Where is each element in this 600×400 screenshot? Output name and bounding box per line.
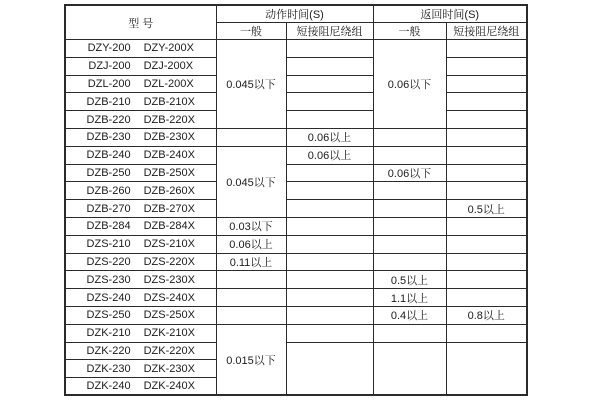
action-damping-empty-cell bbox=[286, 235, 373, 253]
model-code: DZB-220 bbox=[86, 113, 131, 126]
return-damping-empty-cell bbox=[446, 324, 527, 342]
model-cell bbox=[65, 378, 216, 396]
model-code: DZB-270 bbox=[86, 202, 131, 215]
action-damping-empty-merged-cell bbox=[286, 342, 373, 395]
return-general-value-cell: 0.06以下 bbox=[373, 164, 446, 182]
header-return-general: 一般 bbox=[373, 23, 446, 40]
return-general-empty-cell bbox=[373, 253, 446, 271]
model-code-x: DZS-240X bbox=[143, 291, 195, 304]
model-cell bbox=[65, 306, 216, 324]
action-general-merged-cell: 0.015以下 bbox=[216, 324, 286, 395]
header-row-groups bbox=[65, 5, 527, 23]
action-general-empty-cell bbox=[216, 271, 286, 289]
model-code: DZB-284 bbox=[86, 220, 131, 233]
table-row bbox=[65, 235, 527, 253]
return-general-empty-cell bbox=[373, 235, 446, 253]
header-action-general: 一般 bbox=[216, 23, 286, 40]
table-row bbox=[65, 306, 527, 324]
action-damping-empty-cell bbox=[286, 164, 373, 182]
table-row bbox=[65, 271, 527, 289]
table-row bbox=[65, 200, 527, 218]
action-general-merged-cell: 0.045以下 bbox=[216, 146, 286, 217]
model-code: DZK-240 bbox=[86, 380, 131, 393]
model-code-x: DZY-200X bbox=[143, 42, 194, 55]
model-cell bbox=[65, 342, 216, 360]
model-cell bbox=[65, 111, 216, 129]
model-cell bbox=[65, 289, 216, 307]
action-damping-empty-cell bbox=[286, 289, 373, 307]
action-damping-empty-cell bbox=[286, 93, 373, 111]
model-code-x: DZB-220X bbox=[143, 113, 195, 126]
model-cell bbox=[65, 200, 216, 218]
model-code-x: DZB-270X bbox=[143, 202, 195, 215]
return-damping-empty-cell bbox=[446, 164, 527, 182]
return-general-empty-cell bbox=[373, 200, 446, 218]
return-damping-value-cell: 0.8以上 bbox=[446, 306, 527, 324]
action-general-empty-cell bbox=[216, 128, 286, 146]
return-damping-empty-cell bbox=[446, 253, 527, 271]
action-damping-empty-cell bbox=[286, 324, 373, 342]
action-damping-empty-cell bbox=[286, 40, 373, 58]
model-code-x: DZB-260X bbox=[143, 184, 195, 197]
return-damping-empty-cell bbox=[446, 289, 527, 307]
model-code: DZK-220 bbox=[86, 344, 131, 357]
return-general-empty-merged-cell bbox=[373, 342, 446, 395]
model-code: DZB-230 bbox=[86, 131, 131, 144]
return-damping-empty-cell bbox=[446, 40, 527, 58]
return-damping-empty-cell bbox=[446, 235, 527, 253]
header-model: 型 号 bbox=[65, 5, 216, 40]
table-row bbox=[65, 164, 527, 182]
return-damping-empty-cell bbox=[446, 57, 527, 75]
model-code-x: DZK-230X bbox=[143, 362, 195, 375]
table-row bbox=[65, 146, 527, 164]
model-code-x: DZS-250X bbox=[143, 309, 195, 322]
action-general-merged-cell: 0.045以下 bbox=[216, 40, 286, 129]
action-damping-empty-cell bbox=[286, 253, 373, 271]
table-row bbox=[65, 289, 527, 307]
model-code: DZS-210 bbox=[86, 238, 131, 251]
model-code: DZK-210 bbox=[86, 327, 131, 340]
return-general-empty-cell bbox=[373, 217, 446, 235]
action-damping-empty-cell bbox=[286, 182, 373, 200]
model-cell bbox=[65, 182, 216, 200]
return-damping-empty-cell bbox=[446, 128, 527, 146]
model-cell bbox=[65, 164, 216, 182]
header-return-damping: 短接阻尼绕组 bbox=[446, 23, 527, 40]
model-cell bbox=[65, 128, 216, 146]
table-row bbox=[65, 111, 527, 129]
model-code-x: DZL-200X bbox=[143, 77, 194, 90]
return-general-empty-cell bbox=[373, 146, 446, 164]
return-damping-value-cell: 0.5以上 bbox=[446, 200, 527, 218]
model-code: DZS-250 bbox=[86, 309, 131, 322]
model-cell bbox=[65, 57, 216, 75]
return-damping-empty-cell bbox=[446, 93, 527, 111]
action-general-value-cell: 0.06以上 bbox=[216, 235, 286, 253]
return-damping-empty-merged-cell bbox=[446, 342, 527, 395]
table-row bbox=[65, 324, 527, 342]
table-row bbox=[65, 57, 527, 75]
action-damping-empty-cell bbox=[286, 57, 373, 75]
table-row bbox=[65, 128, 527, 146]
model-code-x: DZJ-200X bbox=[143, 60, 194, 73]
model-code-x: DZB-230X bbox=[143, 131, 195, 144]
model-code-x: DZS-220X bbox=[143, 255, 195, 268]
return-general-value-cell: 0.4以上 bbox=[373, 306, 446, 324]
model-code-x: DZK-240X bbox=[143, 380, 195, 393]
return-general-empty-cell bbox=[373, 128, 446, 146]
model-cell bbox=[65, 271, 216, 289]
model-code-x: DZB-250X bbox=[143, 166, 195, 179]
action-damping-empty-cell bbox=[286, 217, 373, 235]
model-cell bbox=[65, 40, 216, 58]
model-cell bbox=[65, 93, 216, 111]
model-cell bbox=[65, 75, 216, 93]
return-damping-empty-cell bbox=[446, 146, 527, 164]
model-code: DZB-210 bbox=[86, 95, 131, 108]
action-damping-empty-cell bbox=[286, 111, 373, 129]
relay-timing-spec-table bbox=[64, 4, 528, 396]
action-general-value-cell: 0.03以下 bbox=[216, 217, 286, 235]
model-code-x: DZS-210X bbox=[143, 238, 195, 251]
action-damping-empty-cell bbox=[286, 306, 373, 324]
action-damping-empty-cell bbox=[286, 271, 373, 289]
action-general-empty-cell bbox=[216, 306, 286, 324]
return-general-value-cell: 1.1以上 bbox=[373, 289, 446, 307]
return-damping-empty-cell bbox=[446, 182, 527, 200]
model-cell bbox=[65, 146, 216, 164]
model-code: DZK-230 bbox=[86, 362, 131, 375]
model-code: DZB-250 bbox=[86, 166, 131, 179]
header-action-damping: 短接阻尼绕组 bbox=[286, 23, 373, 40]
table-row bbox=[65, 40, 527, 58]
return-general-empty-cell bbox=[373, 324, 446, 342]
return-general-empty-cell bbox=[373, 182, 446, 200]
table-row bbox=[65, 217, 527, 235]
table-row bbox=[65, 253, 527, 271]
action-damping-empty-cell bbox=[286, 200, 373, 218]
table-row bbox=[65, 342, 527, 360]
return-damping-empty-cell bbox=[446, 111, 527, 129]
model-code-x: DZB-284X bbox=[143, 220, 195, 233]
action-general-empty-cell bbox=[216, 289, 286, 307]
model-code: DZB-260 bbox=[86, 184, 131, 197]
return-general-merged-cell: 0.06以下 bbox=[373, 40, 446, 129]
header-return-time-group: 返回时间(S) bbox=[373, 5, 527, 23]
model-code: DZY-200 bbox=[87, 42, 131, 55]
model-cell bbox=[65, 324, 216, 342]
return-general-value-cell: 0.5以上 bbox=[373, 271, 446, 289]
action-damping-empty-cell bbox=[286, 75, 373, 93]
table-row bbox=[65, 93, 527, 111]
model-cell bbox=[65, 360, 216, 378]
model-cell bbox=[65, 235, 216, 253]
model-code-x: DZK-220X bbox=[143, 344, 195, 357]
action-general-value-cell: 0.11以上 bbox=[216, 253, 286, 271]
model-code: DZS-240 bbox=[86, 291, 131, 304]
model-code: DZS-220 bbox=[86, 255, 131, 268]
header-action-time-group: 动作时间(S) bbox=[216, 5, 373, 23]
table-row bbox=[65, 75, 527, 93]
model-code: DZJ-200 bbox=[88, 60, 131, 73]
model-cell bbox=[65, 253, 216, 271]
return-damping-empty-cell bbox=[446, 75, 527, 93]
model-code-x: DZK-210X bbox=[143, 327, 195, 340]
model-code: DZB-240 bbox=[86, 149, 131, 162]
return-damping-empty-cell bbox=[446, 217, 527, 235]
model-code: DZS-230 bbox=[86, 273, 131, 286]
action-damping-value-cell: 0.06以上 bbox=[286, 146, 373, 164]
table-row bbox=[65, 182, 527, 200]
model-code-x: DZB-210X bbox=[143, 95, 195, 108]
model-code-x: DZS-230X bbox=[143, 273, 195, 286]
model-code-x: DZB-240X bbox=[143, 149, 195, 162]
return-damping-empty-cell bbox=[446, 271, 527, 289]
action-damping-value-cell: 0.06以上 bbox=[286, 128, 373, 146]
model-code: DZL-200 bbox=[87, 77, 131, 90]
model-cell bbox=[65, 217, 216, 235]
